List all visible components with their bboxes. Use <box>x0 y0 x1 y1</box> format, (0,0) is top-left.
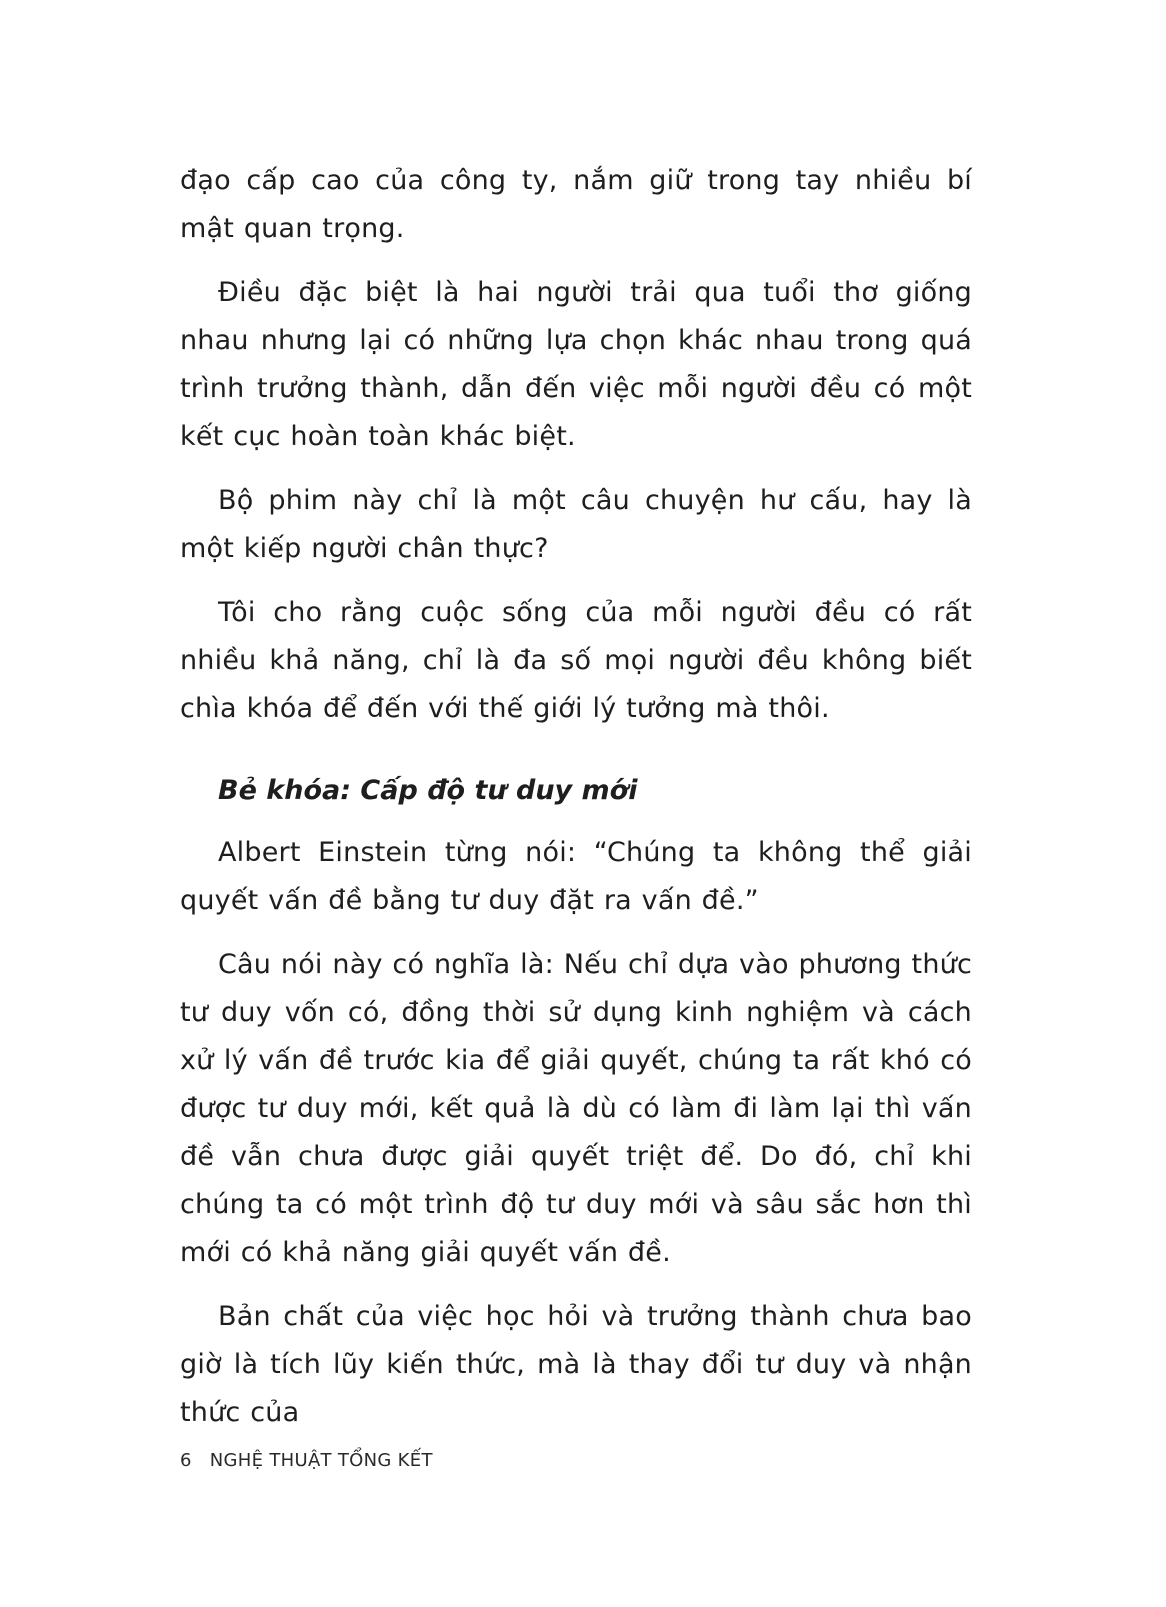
page-footer <box>180 1450 433 1471</box>
paragraph: đạo cấp cao của công ty, nắm giữ trong tay nhiều bí mật quan trọng. <box>180 165 972 244</box>
paragraph: Bản chất của việc học hỏi và trưởng thành chưa bao giờ là tích lũy kiến thức, mà là thay đổi tư duy và nhận thức của <box>180 1301 972 1428</box>
book-title: NGHỆ THUẬT TỔNG KẾT <box>209 1450 433 1471</box>
section-heading: Bẻ khóa: Cấp độ tư duy mới <box>218 775 638 806</box>
paragraph: Bộ phim này chỉ là một câu chuyện hư cấu, hay là một kiếp người chân thực? <box>180 485 972 564</box>
body-text <box>180 157 972 1453</box>
paragraph: Tôi cho rằng cuộc sống của mỗi người đều có rất nhiều khả năng, chỉ là đa số mọi người đều không biết chìa khóa để đến với thế giới lý tưởng mà thôi. <box>180 597 972 724</box>
paragraph: Albert Einstein từng nói: “Chúng ta không thể giải quyết vấn đề bằng tư duy đặt ra vấn đề.” <box>180 837 972 916</box>
page-number: 6 <box>180 1450 192 1471</box>
paragraph: Điều đặc biệt là hai người trải qua tuổi thơ giống nhau nhưng lại có những lựa chọn khác nhau trong quá trình trưởng thành, dẫn đến việc mỗi người đều có một kết cục hoàn toàn khác biệt. <box>180 277 972 452</box>
paragraph: Câu nói này có nghĩa là: Nếu chỉ dựa vào phương thức tư duy vốn có, đồng thời sử dụng kinh nghiệm và cách xử lý vấn đề trước kia để giải quyết, chúng ta rất khó có được tư duy mới, kết quả là dù có làm đi làm lại thì vấn đề vẫn chưa được giải quyết triệt để. Do đó, chỉ khi chúng ta có một trình độ tư duy mới và sâu sắc hơn thì mới có khả năng giải quyết vấn đề. <box>180 949 973 1268</box>
